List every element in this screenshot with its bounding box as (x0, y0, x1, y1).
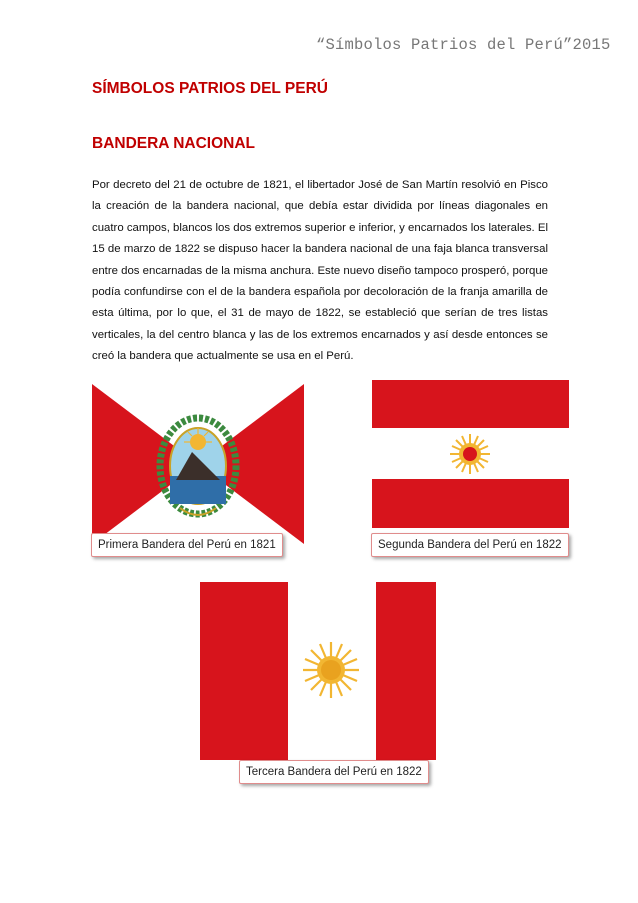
section-title: BANDERA NACIONAL (92, 135, 256, 152)
document-title: SÍMBOLOS PATRIOS DEL PERÚ (92, 80, 328, 97)
first-flag-image (92, 384, 304, 544)
second-flag-caption: Segunda Bandera del Perú en 1822 (371, 533, 569, 557)
third-flag-image (200, 582, 436, 760)
body-paragraph: Por decreto del 21 de octubre de 1821, el libertador José de San Martín resolvió en Pisco la creación de la bandera nacional, que debía estar dividida por líneas diagonales en cuatro campos, blancos los dos extremos superior e inferior, y encarnados los laterales. El 15 de marzo de 1822 se dispuso hacer la bandera nacional de una faja blanca transversal entre dos encarnadas de la misma anchura. Este nuevo diseño tampoco prosperó, porque podía confundirse con el de la bandera española por decoloración de la franja amarilla de esta última, por lo que, el 31 de mayo de 1822, se estableció que serían de tres listas verticales, la del centro blanca y las de los extremos encarnados y así desde entonces se creó la bandera que actualmente se usa en el Perú. (92, 179, 548, 363)
third-flag-caption: Tercera Bandera del Perú en 1822 (239, 760, 429, 784)
first-flag-caption: Primera Bandera del Perú en 1821 (91, 533, 283, 557)
page-header: “Símbolos Patrios del Perú”2015 (316, 36, 611, 54)
second-flag-image (372, 380, 569, 528)
